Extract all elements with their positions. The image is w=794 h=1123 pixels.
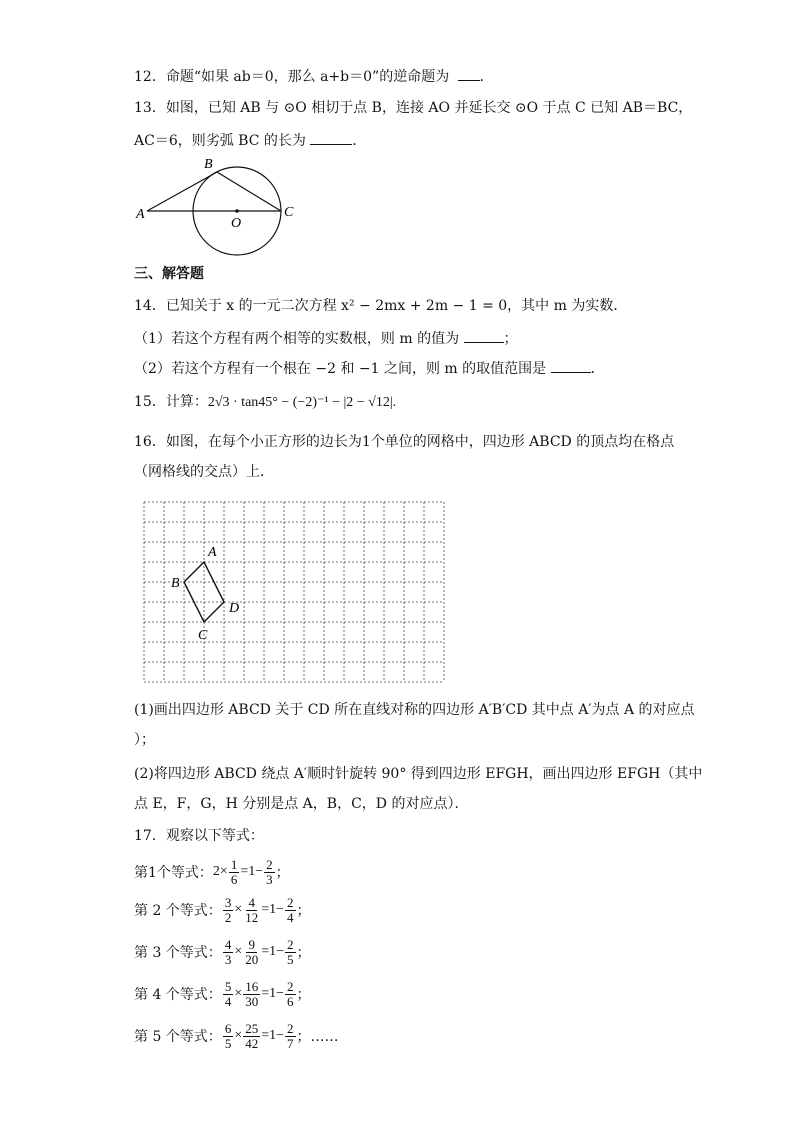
question-14-part1: （1）若这个方程有两个相等的实数根，则 m 的值为 ； <box>134 328 518 349</box>
label-b: B <box>204 157 213 172</box>
equation-row: 第1个等式： 2 × $\frac{1}{6}$ =1− $\frac{2}{3}$ ； <box>134 856 290 887</box>
segment-ab <box>147 172 217 211</box>
expression: 2√3 · tan45° − (−2)⁻¹ − |2 − √12|. <box>207 395 397 410</box>
fraction: $\frac{2}{3}$ <box>266 856 273 887</box>
question-15: 15．计算：2√3 · tan45° − (−2)⁻¹ − |2 − √12|. <box>134 392 396 413</box>
answer-blank <box>464 328 504 343</box>
fraction: $\frac{2}{4}$ <box>287 894 294 925</box>
segment-bc <box>217 172 281 211</box>
grid-figure <box>140 498 450 688</box>
question-16-part2a: (2)将四边形 ABCD 绕点 A′顺时针旋转 90° 得到四边形 EFGH，画出四边形 EFGH（其中 <box>134 766 703 782</box>
center-point <box>235 209 239 213</box>
label-d: D <box>229 601 240 616</box>
label-c: C <box>284 205 294 220</box>
question-12: 12．命题“如果 ab＝0，那么 a+b＝0”的逆命题为 ． <box>134 66 494 87</box>
equation-row: 第 4 个等式： $\frac{5}{4}$ × $\frac{16}{30}$ =1− $\frac{2}{6}$ ； <box>134 978 311 1009</box>
question-16-part1a: (1)画出四边形 ABCD 关于 CD 所在直线对称的四边形 A′B′CD 其中点 A′为点 A 的对应点 <box>134 702 695 718</box>
answer-blank <box>551 358 591 373</box>
fraction: $\frac{4}{12}$ <box>245 894 259 925</box>
question-13-line1: 13．如图，已知 AB 与 ⊙O 相切于点 B，连接 AO 并延长交 ⊙O 于点 C 已知 AB＝BC， <box>134 100 693 116</box>
label-a: A <box>208 545 217 560</box>
equation-row: 第 2 个等式： $\frac{3}{2}$ × $\frac{4}{12}$ =1− $\frac{2}{4}$ ； <box>134 894 311 925</box>
question-13-line2: AC＝6，则劣弧 BC 的长为 ． <box>134 130 366 151</box>
fraction: $\frac{25}{42}$ <box>245 1020 259 1051</box>
fraction: $\frac{9}{20}$ <box>245 936 259 967</box>
question-16-part2b: 点 E，F，G，H 分别是点 A，B，C，D 的对应点）． <box>134 796 469 812</box>
question-14-stem: 14．已知关于 x 的一元二次方程 x² − 2mx + 2m − 1 = 0，其中 m 为实数． <box>134 298 628 314</box>
label-a: A <box>136 207 145 222</box>
fraction: $\frac{2}{6}$ <box>287 978 294 1009</box>
question-16-line1: 16．如图，在每个小正方形的边长为1个单位的网格中，四边形 ABCD 的顶点均在格点 <box>134 434 675 450</box>
question-17-stem: 17．观察以下等式： <box>134 828 264 844</box>
question-16-part1b: ）； <box>134 732 155 748</box>
fraction: $\frac{16}{30}$ <box>245 978 259 1009</box>
section-title: 三、解答题 <box>134 266 204 282</box>
label-c: C <box>198 628 208 643</box>
fraction: $\frac{4}{3}$ <box>224 936 232 967</box>
question-16-line2: （网格线的交点）上． <box>134 464 274 480</box>
fraction: $\frac{2}{5}$ <box>287 936 294 967</box>
answer-blank <box>458 66 480 81</box>
fraction: $\frac{2}{7}$ <box>287 1020 294 1051</box>
fraction: $\frac{5}{4}$ <box>224 978 232 1009</box>
answer-blank <box>310 130 352 145</box>
fraction: $\frac{1}{6}$ <box>230 856 238 887</box>
question-14-part2: （2）若这个方程有一个根在 −2 和 −1 之间，则 m 的取值范围是 ． <box>134 358 605 379</box>
label-o: O <box>231 216 242 231</box>
fraction: $\frac{6}{5}$ <box>224 1020 232 1051</box>
equation-row: 第 3 个等式： $\frac{4}{3}$ × $\frac{9}{20}$ =1− $\frac{2}{5}$ ； <box>134 936 311 967</box>
equation-row: 第 5 个等式： $\frac{6}{5}$ × $\frac{25}{42}$ =1− $\frac{2}{7}$ ；…… <box>134 1020 339 1051</box>
fraction: $\frac{3}{2}$ <box>224 894 232 925</box>
label-b: B <box>171 576 180 591</box>
tangent-circle-figure <box>130 150 310 260</box>
